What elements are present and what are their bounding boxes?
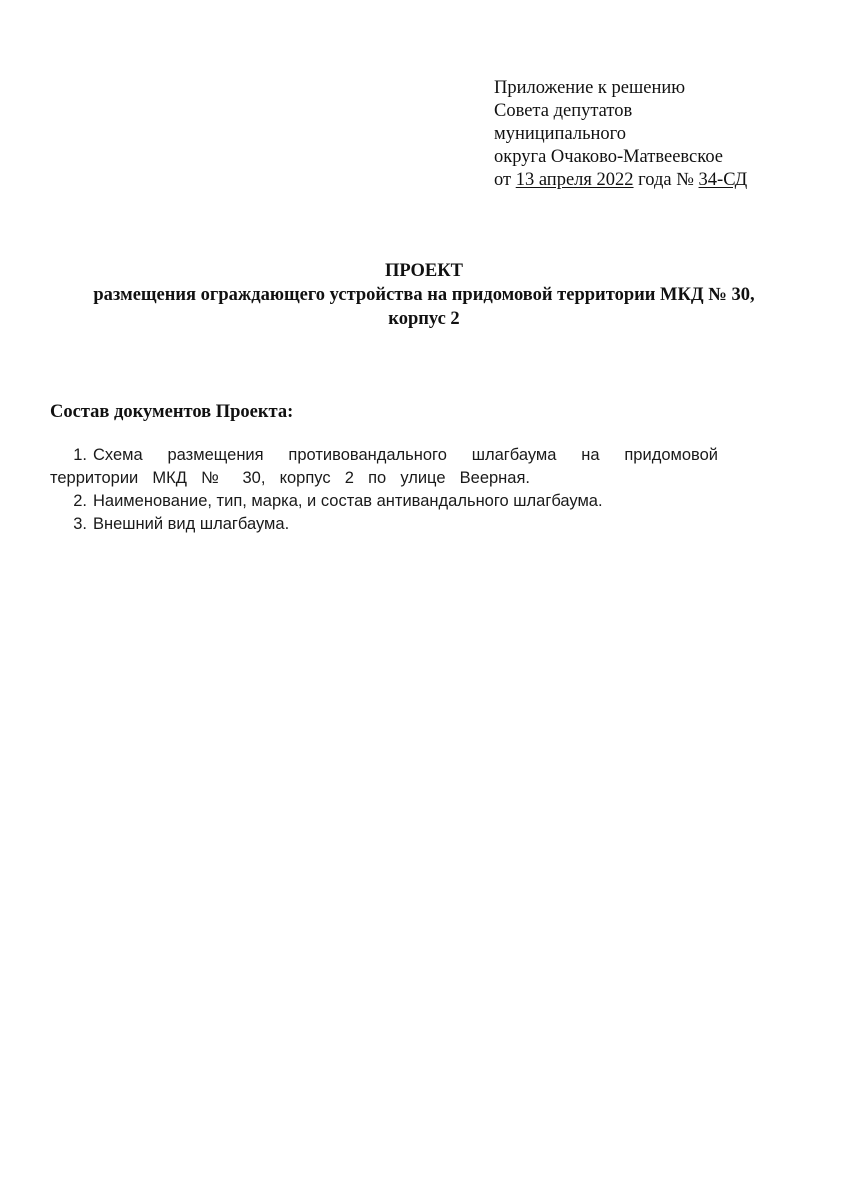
title-line-1: ПРОЕКТ: [384, 261, 464, 281]
annex-number: 34-СД: [698, 170, 748, 190]
composition-list: [50, 444, 730, 536]
list-item-text: Внешний вид шлагбаума.: [93, 515, 290, 533]
document-title: [40, 259, 808, 331]
annex-date: 13 апреля 2022: [515, 170, 634, 190]
annex-date-mid: года №: [633, 170, 699, 190]
composition-heading: Состав документов Проекта:: [50, 402, 294, 422]
list-item-text-line-2: территории МКД № 30, корпус 2 по улице Веерная.: [50, 469, 530, 487]
list-item-text-line-1: Схема размещения противовандального шлагбаума на придомовой: [93, 446, 718, 464]
title-line-3: корпус 2: [388, 309, 460, 329]
annex-line-2: Совета депутатов: [494, 101, 633, 121]
list-item-number: 1.: [73, 446, 87, 464]
list-item: [50, 444, 718, 467]
annex-header: [494, 77, 814, 192]
list-item: [50, 513, 730, 536]
list-item-number: 2.: [73, 492, 87, 510]
list-item: [50, 490, 730, 513]
annex-line-1: Приложение к решению: [494, 78, 686, 98]
list-item-text: Наименование, тип, марка, и состав антивандального шлагбаума.: [93, 492, 603, 510]
annex-date-prefix: от: [494, 170, 516, 190]
list-item-continuation: [50, 467, 530, 490]
annex-date-line: [494, 169, 814, 192]
annex-line-4: округа Очаково-Матвеевское: [494, 147, 724, 167]
annex-line-3: муниципального: [494, 124, 627, 144]
list-item-number: 3.: [73, 515, 87, 533]
title-line-2: размещения ограждающего устройства на придомовой территории МКД № 30,: [93, 285, 755, 305]
